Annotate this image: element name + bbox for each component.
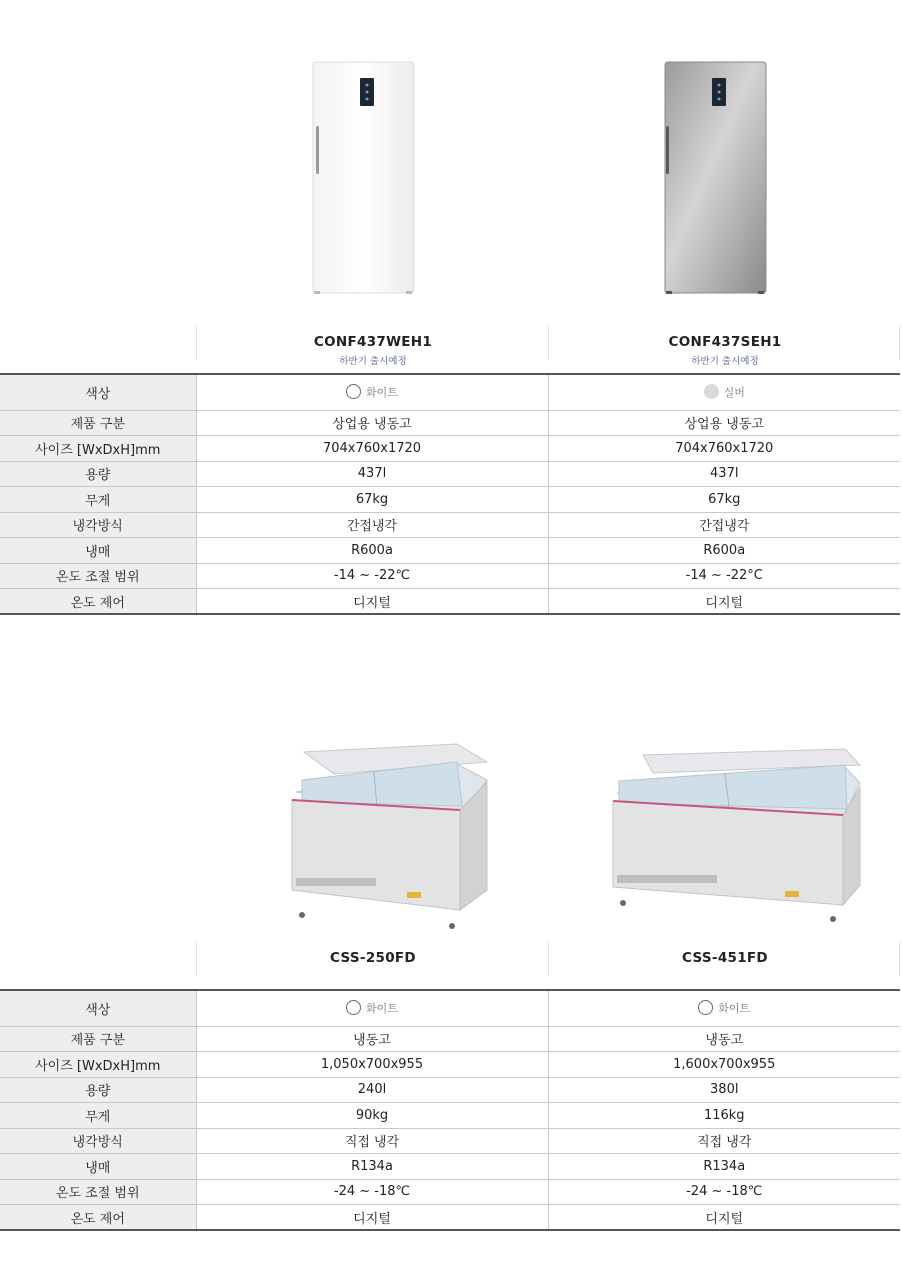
cell-value: -14 ~ -22°C <box>548 563 900 589</box>
upright-freezer-white-image <box>300 58 420 298</box>
color-value <box>548 374 900 410</box>
table-row <box>0 1128 900 1154</box>
cell-value: 437l <box>548 461 900 487</box>
cell-value: 직접 냉각 <box>196 1128 548 1154</box>
row-label: 사이즈 [WxDxH]mm <box>0 436 196 462</box>
color-swatch-white-icon <box>698 1000 713 1015</box>
color-value <box>548 990 900 1026</box>
cell-value: 1,050x700x955 <box>196 1052 548 1078</box>
cell-value: 디지털 <box>548 589 900 615</box>
cell-value: 380l <box>548 1077 900 1103</box>
cell-value: 디지털 <box>196 589 548 615</box>
cell-value: 디지털 <box>548 1205 900 1231</box>
model-name: CONF437SEH1 <box>668 334 782 350</box>
table-row <box>0 1179 900 1205</box>
table-row <box>0 589 900 615</box>
cell-value: 240l <box>196 1077 548 1103</box>
table-row <box>0 1026 900 1052</box>
upright-freezer-silver-icon <box>652 58 772 298</box>
row-label: 냉매 <box>0 1154 196 1180</box>
cell-value: -24 ~ -18℃ <box>196 1179 548 1205</box>
model-cell-2 <box>549 942 901 966</box>
chest-freezer-large-image <box>605 745 865 930</box>
table-row-color <box>0 374 900 410</box>
row-label: 무게 <box>0 1103 196 1129</box>
color-value <box>196 374 548 410</box>
upright-freezer-white-icon <box>300 58 420 298</box>
cell-value: R134a <box>196 1154 548 1180</box>
color-value <box>196 990 548 1026</box>
spec-table-2 <box>0 989 900 1231</box>
chest-freezer-small-image <box>282 740 492 935</box>
model-header-row <box>0 942 900 990</box>
cell-value: 437l <box>196 461 548 487</box>
color-label: 실버 <box>723 386 745 400</box>
color-swatch-white-icon <box>346 384 361 399</box>
cell-value: 디지털 <box>196 1205 548 1231</box>
row-label: 온도 조절 범위 <box>0 563 196 589</box>
cell-value: 67kg <box>196 487 548 513</box>
table-row <box>0 1103 900 1129</box>
cell-value: 냉동고 <box>548 1026 900 1052</box>
cell-value: 직접 냉각 <box>548 1128 900 1154</box>
cell-value: 1,600x700x955 <box>548 1052 900 1078</box>
model-cell-1 <box>197 326 549 367</box>
row-label: 온도 제어 <box>0 1205 196 1231</box>
table-row-color <box>0 990 900 1026</box>
color-label: 화이트 <box>718 1002 751 1016</box>
chest-display-freezer-small-icon <box>282 740 492 935</box>
color-label: 화이트 <box>366 1002 398 1016</box>
table-row <box>0 1154 900 1180</box>
table-row <box>0 512 900 538</box>
cell-value: 67kg <box>548 487 900 513</box>
cell-value: 냉동고 <box>196 1026 548 1052</box>
cell-value: R134a <box>548 1154 900 1180</box>
row-label: 냉각방식 <box>0 1128 196 1154</box>
cell-value: 간접냉각 <box>196 512 548 538</box>
table-row <box>0 487 900 513</box>
row-label: 온도 제어 <box>0 589 196 615</box>
cell-value: -24 ~ -18℃ <box>548 1179 900 1205</box>
row-label: 무게 <box>0 487 196 513</box>
row-label: 냉각방식 <box>0 512 196 538</box>
product-section-chest-freezers <box>0 620 902 1268</box>
model-name: CSS-451FD <box>682 950 768 966</box>
cell-value: 704x760x1720 <box>196 436 548 462</box>
model-name: CONF437WEH1 <box>313 334 433 350</box>
row-label: 냉매 <box>0 538 196 564</box>
table-row <box>0 563 900 589</box>
row-label: 제품 구분 <box>0 1026 196 1052</box>
table-row <box>0 461 900 487</box>
color-label: 화이트 <box>366 386 398 400</box>
chest-display-freezer-large-icon <box>605 745 865 930</box>
table-row <box>0 410 900 436</box>
table-row <box>0 436 900 462</box>
cell-value: 상업용 냉동고 <box>548 410 900 436</box>
row-label: 온도 조절 범위 <box>0 1179 196 1205</box>
product-section-upright-freezers <box>0 0 902 620</box>
cell-value: -14 ~ -22℃ <box>196 563 548 589</box>
color-swatch-white-icon <box>346 1000 361 1015</box>
color-swatch-silver-icon <box>704 384 719 399</box>
row-label: 색상 <box>0 374 196 410</box>
cell-value: R600a <box>548 538 900 564</box>
upright-freezer-silver-image <box>652 58 772 298</box>
cell-value: R600a <box>196 538 548 564</box>
row-label: 사이즈 [WxDxH]mm <box>0 1052 196 1078</box>
release-note: 하반기 출시예정 <box>691 356 759 367</box>
row-label: 용량 <box>0 1077 196 1103</box>
model-name: CSS-250FD <box>330 950 416 966</box>
row-label: 색상 <box>0 990 196 1026</box>
cell-value: 상업용 냉동고 <box>196 410 548 436</box>
table-row <box>0 1205 900 1231</box>
model-header-row <box>0 326 900 374</box>
spec-table-1 <box>0 373 900 615</box>
row-label: 제품 구분 <box>0 410 196 436</box>
release-note: 하반기 출시예정 <box>339 356 407 367</box>
model-cell-1 <box>197 942 549 966</box>
table-row <box>0 538 900 564</box>
table-row <box>0 1077 900 1103</box>
cell-value: 704x760x1720 <box>548 436 900 462</box>
row-label: 용량 <box>0 461 196 487</box>
table-row <box>0 1052 900 1078</box>
cell-value: 116kg <box>548 1103 900 1129</box>
cell-value: 간접냉각 <box>548 512 900 538</box>
model-cell-2 <box>549 326 901 367</box>
cell-value: 90kg <box>196 1103 548 1129</box>
